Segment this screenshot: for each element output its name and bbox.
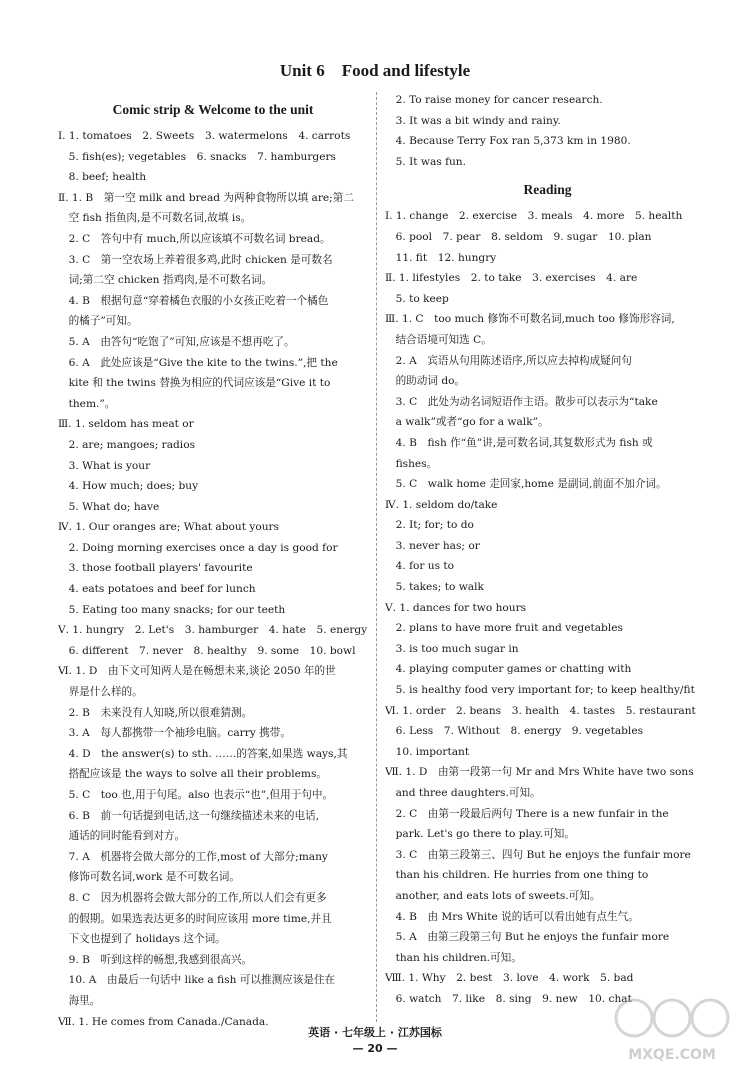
answer-line: 通话的同时能看到对方。 (58, 830, 186, 843)
answer-line: 2. B 未来没有人知晓,所以很难猜测。 (58, 706, 253, 719)
answer-line: 6. different 7. never 8. healthy 9. some 10. bowl (58, 644, 356, 657)
section-heading-comic-strip: Comic strip & Welcome to the unit (112, 102, 314, 117)
answer-line: another, and eats lots of sweets.可知。 (385, 889, 601, 902)
answer-line: than his children. He hurries from one thing to (385, 869, 649, 882)
answer-line: Ⅴ. 1. dances for two hours (385, 601, 527, 614)
answer-line: 7. A 机器将会做大部分的工作,most of 大部分;many (58, 850, 328, 863)
watermark-logo (612, 993, 732, 1063)
answer-line: 5. A 由答句“吃饱了”可知,应该是不想再吃了。 (58, 335, 295, 348)
answer-line: Ⅲ. 1. seldom has meat or (58, 418, 194, 431)
answer-line: Ⅵ. 1. D 由下文可知两人是在畅想未来,谈论 2050 年的世 (58, 665, 336, 678)
section-heading-reading: Reading (523, 182, 572, 198)
right-answer-list (385, 206, 710, 1009)
answer-line: Ⅰ. 1. tomatoes 2. Sweets 3. watermelons 4. carrots (58, 130, 351, 142)
answer-line: Ⅱ. 1. lifestyles 2. to take 3. exercises 4. are (385, 272, 638, 285)
answer-line: 5. fish(es); vegetables 6. snacks 7. hamburgers (58, 150, 336, 163)
answer-line: 3. C 第一空农场上养着很多鸡,此时 chicken 是可数名 (58, 253, 333, 266)
watermark-text: MXQE.COM (628, 1047, 716, 1063)
answer-line: 3. is too much sugar in (385, 642, 519, 655)
answer-line: kite 和 the twins 替换为相应的代词应该是“Give it to (58, 377, 331, 390)
answer-line: Ⅲ. 1. C too much 修饰不可数名词,much too 修饰形容词, (385, 313, 675, 326)
answer-line: 4. B 根据句意“穿着橘色衣服的小女孩正吃着一个橘色 (58, 294, 329, 307)
answer-line: 的橘子”可知。 (58, 315, 138, 328)
answer-line: Ⅶ. 1. D 由第一段第一句 Mr and Mrs White have two sons (385, 766, 694, 779)
answer-line: 3. those football players' favourite (58, 562, 253, 575)
answer-line: 5. C too 也,用于句尾。also 也表示“也”,但用于句中。 (58, 789, 334, 801)
answer-line: 2. It; for; to do (385, 519, 474, 532)
answer-line: 8. C 因为机器将会做大部分的工作,所以人们会有更多 (58, 891, 327, 904)
answer-line: 海里。 (58, 994, 101, 1007)
answer-line: 4. playing computer games or chatting with (385, 663, 632, 676)
answer-line: 结合语境可知选 C。 (385, 333, 492, 346)
answer-line: 界是什么样的。 (58, 686, 143, 699)
answer-line: 10. A 由最后一句话中 like a fish 可以推测应该是住在 (58, 974, 336, 987)
answer-line: Ⅶ. 1. He comes from Canada./Canada. (58, 1015, 269, 1028)
answer-line: a walk”或者“go for a walk”。 (385, 416, 549, 429)
right-column (385, 90, 710, 1010)
answer-line: Ⅱ. 1. B 第一空 milk and bread 为两种食物所以填 are;第二 (58, 191, 354, 204)
answer-line: fishes。 (385, 457, 438, 470)
answer-line: 6. B 前一句话提到电话,这一句继续描述未来的电话, (58, 809, 320, 822)
answer-line: 5. Eating too many snacks; for our teeth (58, 603, 286, 616)
answer-line: 9. B 听到这样的畅想,我感到很高兴。 (58, 953, 253, 966)
right-top-answer-list (385, 90, 710, 172)
answer-line: 4. D the answer(s) to sth. ……的答案,如果选 ways,其 (58, 747, 348, 760)
answer-line: 8. beef; health (58, 171, 147, 184)
answer-line: 3. A 每人都携带一个袖珍电脑。carry 携带。 (58, 727, 291, 740)
answer-line: 4. B 由 Mrs White 说的话可以看出她有点生气。 (385, 910, 639, 923)
answer-line: Ⅳ. 1. Our oranges are; What about yours (58, 521, 280, 534)
answer-line: them.”。 (58, 397, 116, 410)
answer-line: 6. A 此处应该是“Give the kite to the twins.”,把 the (58, 356, 338, 369)
answer-line: 3. C 此处为动名词短语作主语。散步可以表示为“take (385, 395, 658, 408)
answer-line: 5. to keep (385, 292, 449, 305)
answer-line: 的助动词 do。 (385, 375, 466, 388)
answer-line: 2. C 由第一段最后两句 There is a new funfair in the (385, 807, 669, 820)
answer-line: 3. It was a bit windy and rainy. (385, 114, 561, 127)
page-title: Unit 6 Food and lifestyle (279, 61, 471, 80)
answer-line: 4. How much; does; buy (58, 480, 199, 493)
answer-line: 2. are; mangoes; radios (58, 438, 196, 451)
answer-line: 2. plans to have more fruit and vegetables (385, 622, 623, 635)
answer-line: 4. B fish 作“鱼”讲,是可数名词,其复数形式为 fish 或 (385, 436, 653, 449)
answer-line: 4. eats potatoes and beef for lunch (58, 583, 256, 596)
answer-line: 11. fit 12. hungry (385, 251, 497, 264)
answer-line: Ⅴ. 1. hungry 2. Let's 3. hamburger 4. hate 5. energy (58, 624, 368, 637)
answer-line: 6. watch 7. like 8. sing 9. new 10. chat (385, 992, 632, 1005)
answer-line: than his children.可知。 (385, 951, 522, 964)
footer-label: 英语 · 七年级上 · 江苏国标 (308, 1026, 442, 1039)
answer-line: 5. It was fun. (385, 155, 466, 168)
answer-line: Ⅳ. 1. seldom do/take (385, 498, 498, 511)
answer-line: Ⅵ. 1. order 2. beans 3. health 4. tastes 5. restaurant (385, 704, 696, 717)
answer-line: 2. To raise money for cancer research. (385, 94, 603, 106)
answer-line: 5. C walk home 走回家,home 是副词,前面不加介词。 (385, 478, 667, 491)
left-answer-list (58, 126, 368, 1032)
answer-line: 10. important (385, 745, 470, 758)
answer-line: 6. pool 7. pear 8. seldom 9. sugar 10. plan (385, 230, 652, 243)
answer-line: 5. takes; to walk (385, 581, 484, 594)
answer-line: Ⅰ. 1. change 2. exercise 3. meals 4. more 5. health (385, 210, 683, 223)
answer-line: 5. What do; have (58, 500, 160, 513)
left-column (58, 96, 368, 1032)
page-number: — 20 — (352, 1042, 398, 1055)
answer-line: 的假期。如果选表达更多的时间应该用 more time,并且 (58, 912, 332, 925)
answer-line: and three daughters.可知。 (385, 787, 541, 799)
answer-line: 2. Doing morning exercises once a day is good for (58, 541, 338, 554)
answer-line: 空 fish 指鱼肉,是不可数名词,故填 is。 (58, 212, 252, 225)
answer-line: 3. What is your (58, 459, 151, 472)
answer-line: 6. Less 7. Without 8. energy 9. vegetables (385, 725, 644, 738)
answer-line: 5. is healthy food very important for; to keep healthy/fit (385, 684, 695, 697)
watermark-seal-icon (612, 993, 732, 1043)
answer-line: 词;第二空 chicken 指鸡肉,是不可数名词。 (58, 274, 273, 287)
answer-line: 4. Because Terry Fox ran 5,373 km in 1980. (385, 135, 631, 148)
column-divider (376, 92, 377, 1022)
answer-line: 4. for us to (385, 560, 455, 573)
answer-line: 修饰可数名词,work 是不可数名词。 (58, 871, 240, 884)
answer-line: Ⅷ. 1. Why 2. best 3. love 4. work 5. bad (385, 972, 634, 985)
answer-line: park. Let's go there to play.可知。 (385, 828, 575, 841)
answer-line: 搭配应该是 the ways to solve all their problems。 (58, 768, 328, 781)
answer-line: 5. A 由第三段第三句 But he enjoys the funfair more (385, 931, 670, 944)
answer-line: 3. never has; or (385, 539, 480, 552)
answer-line: 下文也提到了 holidays 这个词。 (58, 933, 226, 946)
answer-line: 3. C 由第三段第三、四句 But he enjoys the funfair more (385, 848, 691, 861)
answer-line: 2. C 答句中有 much,所以应该填不可数名词 bread。 (58, 232, 331, 245)
answer-line: 2. A 宾语从句用陈述语序,所以应去掉构成疑问句 (385, 354, 632, 367)
